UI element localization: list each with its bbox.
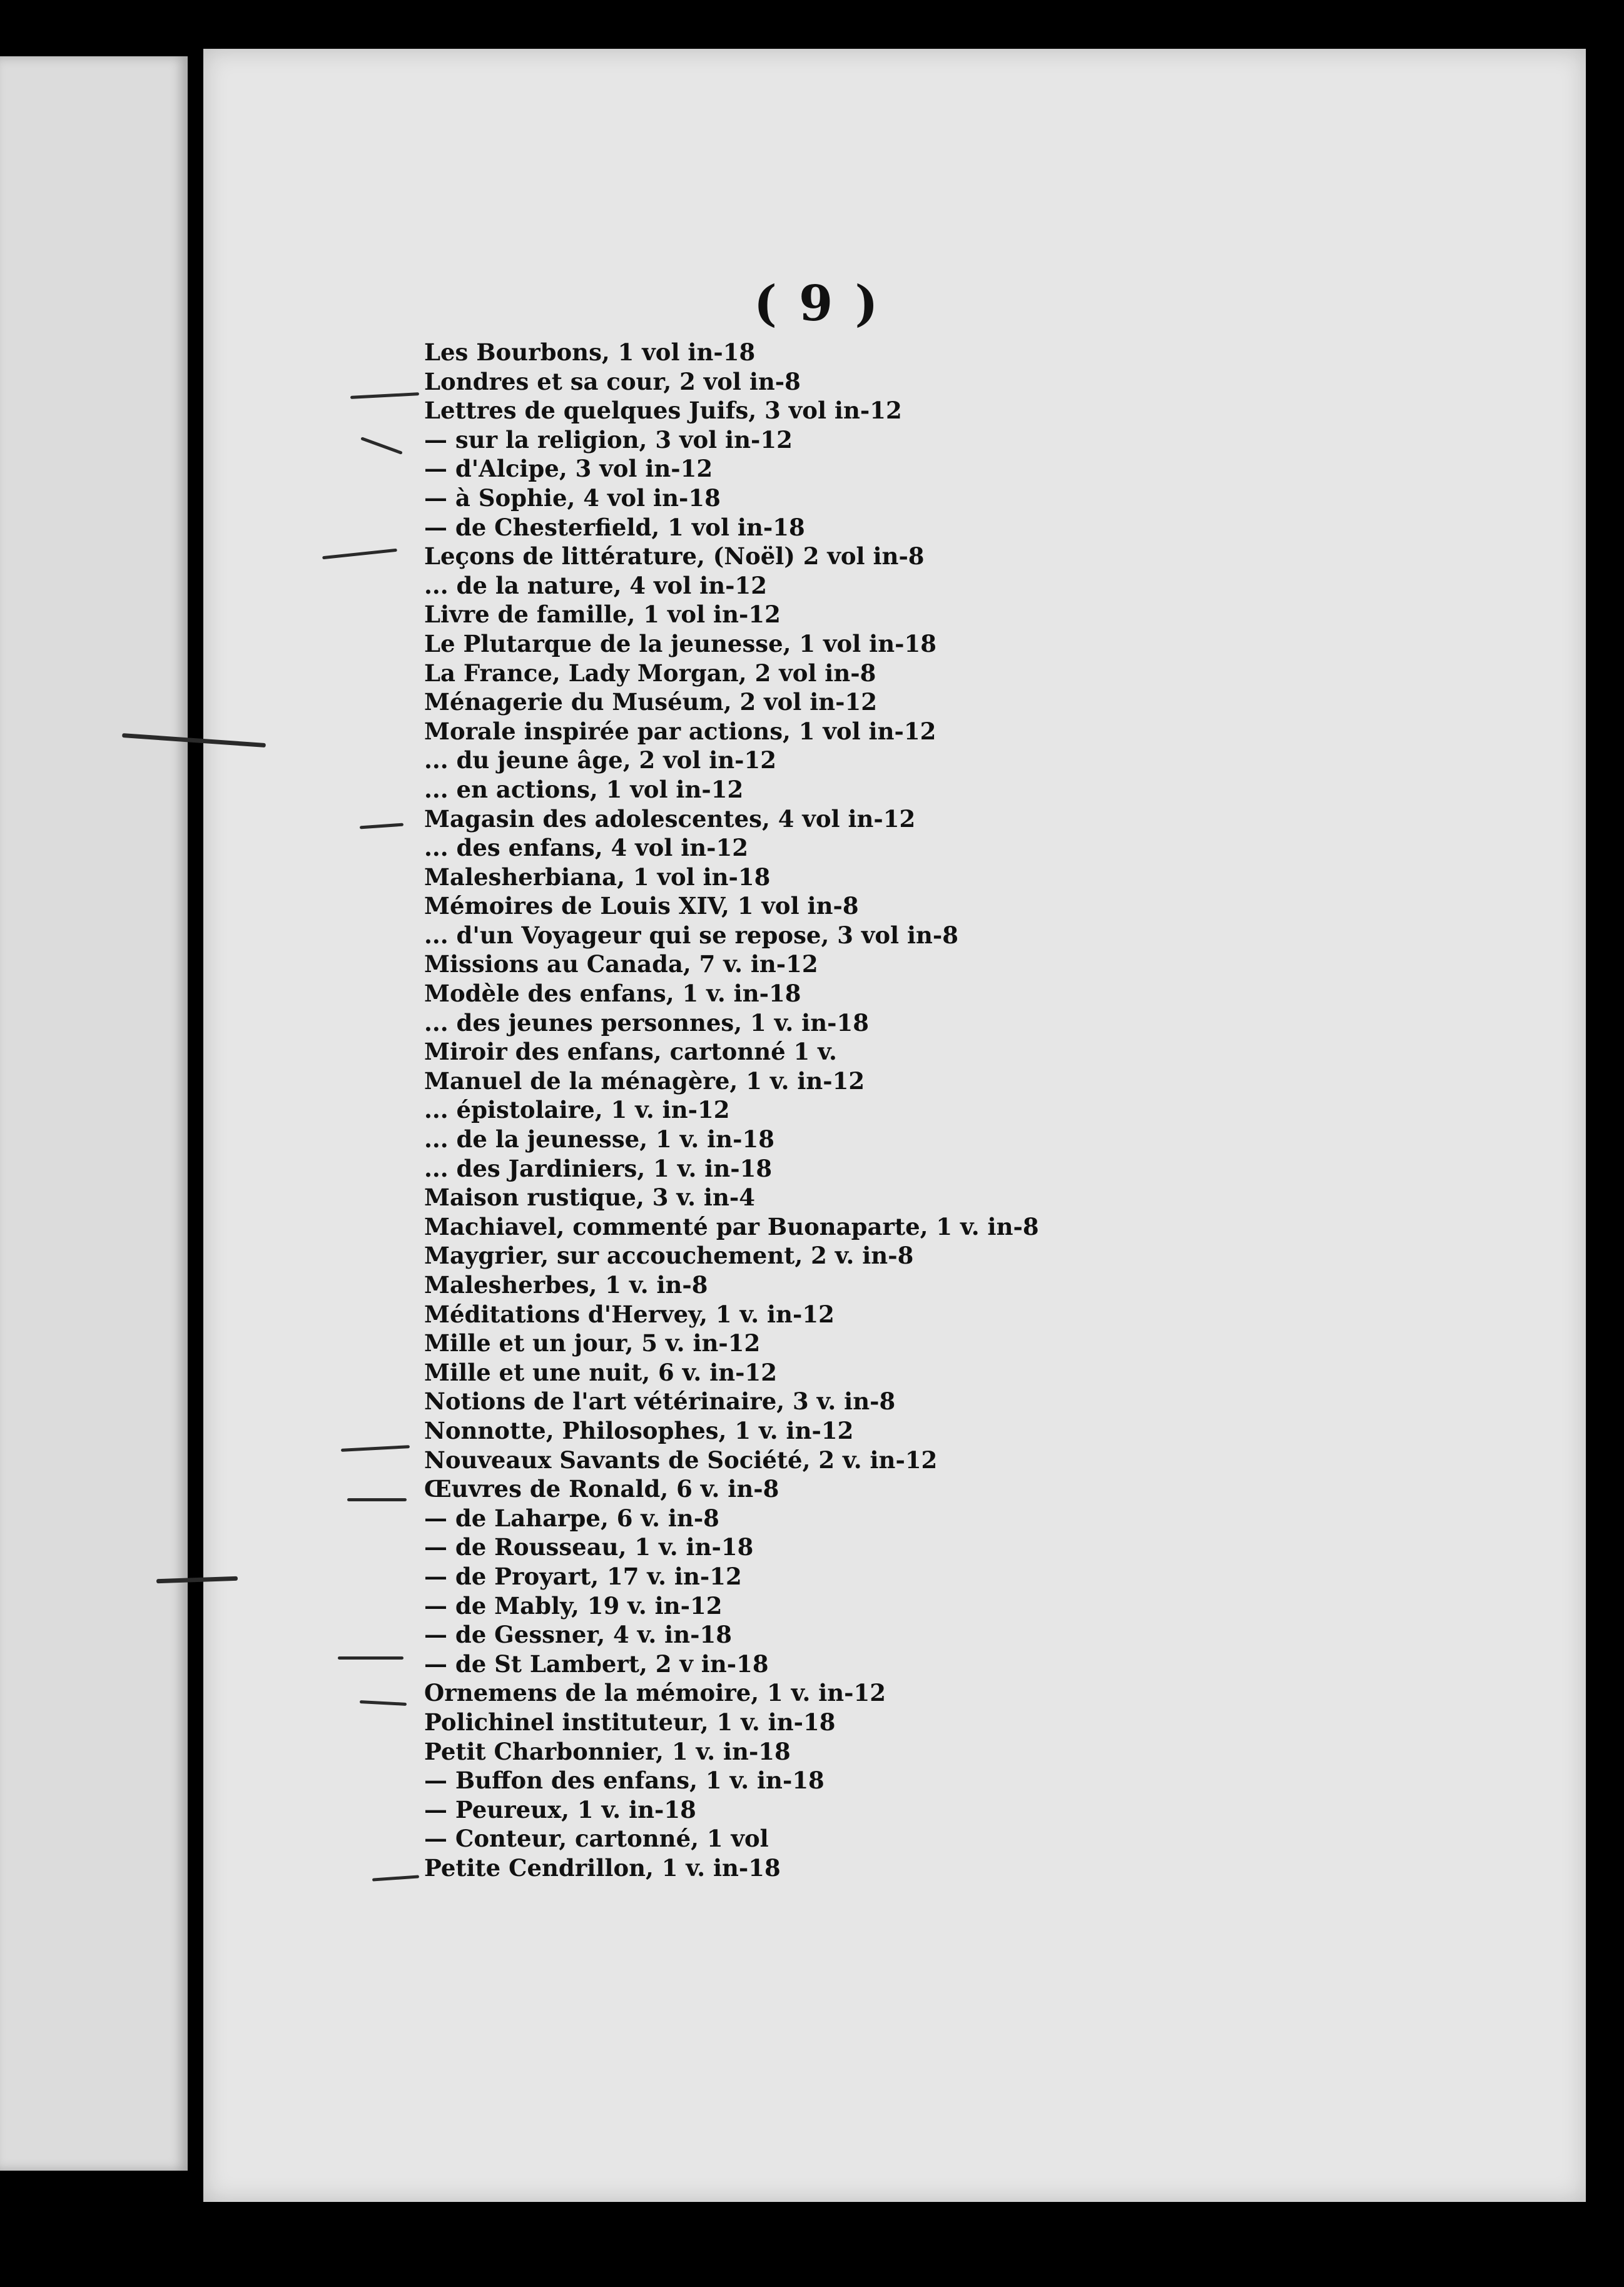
list-item: Petite Cendrillon, 1 v. in-18	[424, 1853, 781, 1882]
list-item: Le Plutarque de la jeunesse, 1 vol in-18	[424, 629, 936, 657]
list-item: — de St Lambert, 2 v in-18	[424, 1650, 769, 1678]
facing-page-edge	[0, 56, 188, 2171]
list-item: Mille et un jour, 5 v. in-12	[424, 1329, 761, 1357]
list-item: — de Chesterfield, 1 vol in-18	[424, 513, 805, 541]
list-item: ... des enfans, 4 vol in-12	[424, 834, 749, 862]
list-item: — de Mably, 19 v. in-12	[424, 1591, 723, 1620]
list-item: ... des jeunes personnes, 1 v. in-18	[424, 1008, 869, 1037]
list-item: — de Rousseau, 1 v. in-18	[424, 1533, 754, 1561]
list-item: — de Gessner, 4 v. in-18	[424, 1621, 732, 1649]
list-item: ... d'un Voyageur qui se repose, 3 vol in-8	[424, 921, 959, 949]
list-item: Nonnotte, Philosophes, 1 v. in-12	[424, 1416, 854, 1444]
list-item: La France, Lady Morgan, 2 vol in-8	[424, 659, 876, 687]
list-item: Méditations d'Hervey, 1 v. in-12	[424, 1300, 835, 1328]
list-item: Nouveaux Savants de Société, 2 v. in-12	[424, 1446, 938, 1474]
list-item: Ménagerie du Muséum, 2 vol in-12	[424, 688, 877, 716]
list-item: Morale inspirée par actions, 1 vol in-12	[424, 717, 936, 745]
list-item: Missions au Canada, 7 v. in-12	[424, 950, 818, 978]
list-item: ... en actions, 1 vol in-12	[424, 775, 744, 803]
list-item: Maison rustique, 3 v. in-4	[424, 1184, 755, 1212]
list-item: Mille et une nuit, 6 v. in-12	[424, 1358, 777, 1386]
pen-mark	[338, 1656, 403, 1660]
list-item: Manuel de la ménagère, 1 v. in-12	[424, 1067, 865, 1095]
list-item: Malesherbes, 1 v. in-8	[424, 1271, 708, 1299]
list-item: Miroir des enfans, cartonné 1 v.	[424, 1038, 837, 1066]
list-item: ... des Jardiniers, 1 v. in-18	[424, 1154, 773, 1182]
list-item: ... épistolaire, 1 v. in-12	[424, 1096, 730, 1124]
list-item: Machiavel, commenté par Buonaparte, 1 v. in-8	[424, 1212, 1039, 1240]
list-item: Modèle des enfans, 1 v. in-18	[424, 980, 801, 1008]
list-item: — d'Alcipe, 3 vol in-12	[424, 455, 713, 483]
list-item: — sur la religion, 3 vol in-12	[424, 425, 793, 454]
list-item: — à Sophie, 4 vol in-18	[424, 484, 721, 512]
list-item: — de Proyart, 17 v. in-12	[424, 1562, 742, 1590]
list-item: Livre de famille, 1 vol in-12	[424, 601, 781, 629]
list-item: Petit Charbonnier, 1 v. in-18	[424, 1737, 791, 1765]
list-item: ... du jeune âge, 2 vol in-12	[424, 746, 777, 774]
list-item: Malesherbiana, 1 vol in-18	[424, 863, 771, 891]
list-item: Lettres de quelques Juifs, 3 vol in-12	[424, 397, 902, 425]
book-list	[424, 338, 1039, 1882]
list-item: Ornemens de la mémoire, 1 v. in-12	[424, 1679, 886, 1707]
list-item: Les Bourbons, 1 vol in-18	[424, 338, 756, 366]
list-item: Notions de l'art vétérinaire, 3 v. in-8	[424, 1387, 896, 1416]
list-item: — Conteur, cartonné, 1 vol	[424, 1825, 769, 1853]
list-item: Maygrier, sur accouchement, 2 v. in-8	[424, 1242, 914, 1270]
list-item: Leçons de littérature, (Noël) 2 vol in-8	[424, 542, 925, 570]
list-item: Mémoires de Louis XIV, 1 vol in-8	[424, 892, 859, 920]
list-item: ... de la nature, 4 vol in-12	[424, 571, 767, 599]
list-item: Polichinel instituteur, 1 v. in-18	[424, 1708, 836, 1736]
list-item: ... de la jeunesse, 1 v. in-18	[424, 1125, 774, 1154]
list-item: Londres et sa cour, 2 vol in-8	[424, 367, 801, 395]
list-item: — Buffon des enfans, 1 v. in-18	[424, 1767, 825, 1795]
page-number: ( 9 )	[754, 275, 881, 332]
list-item: Œuvres de Ronald, 6 v. in-8	[424, 1475, 779, 1503]
list-item: Magasin des adolescentes, 4 vol in-12	[424, 804, 916, 833]
list-item: — de Laharpe, 6 v. in-8	[424, 1504, 719, 1532]
list-item: — Peureux, 1 v. in-18	[424, 1795, 696, 1823]
pen-mark	[347, 1498, 407, 1501]
